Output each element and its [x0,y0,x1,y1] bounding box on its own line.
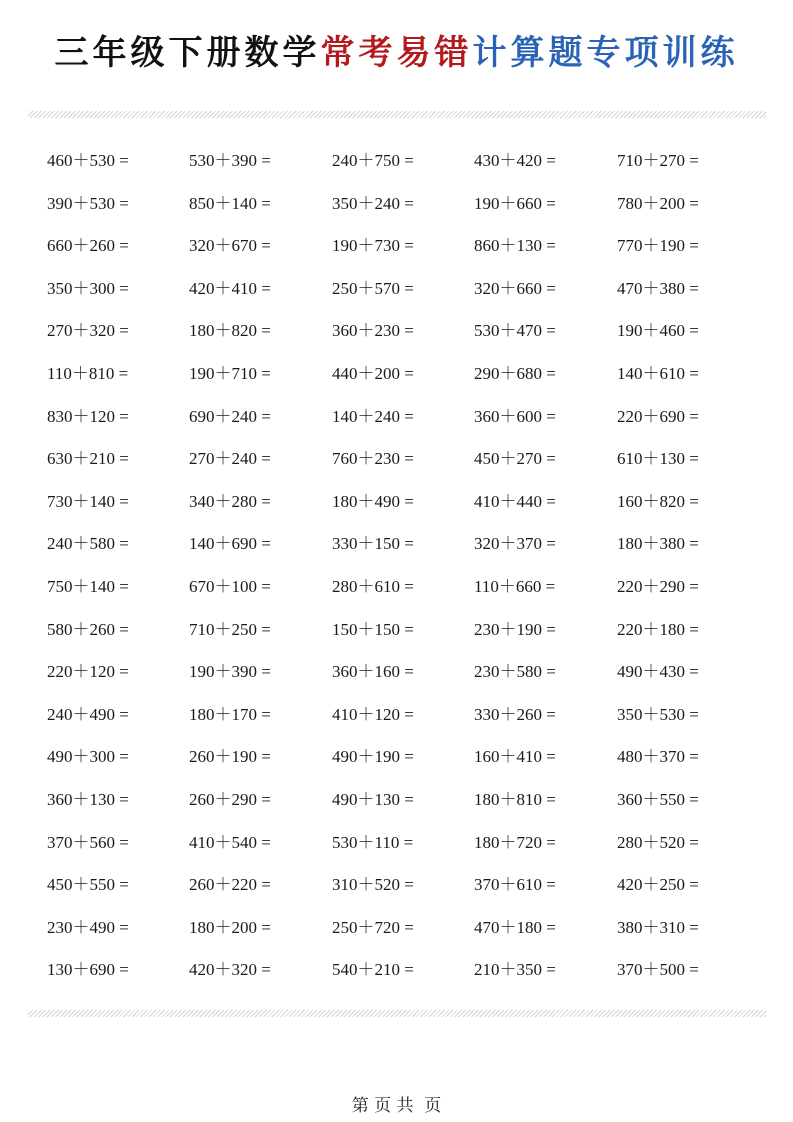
problem-item: 240＋750 = [332,151,414,170]
problem-item: 220＋120 = [47,662,129,682]
problem-item: 350＋530 = [617,704,699,724]
problem-item: 440＋200 = [332,363,414,383]
problem-item: 690＋240 = [189,406,271,426]
problem-item: 460＋530 = [47,151,129,170]
problem-item: 180＋200 = [189,917,271,937]
problem-item: 860＋130 = [474,236,556,256]
problem-item: 220＋690 = [617,406,699,426]
problem-row [0,694,793,737]
problem-item: 830＋120 = [47,406,129,426]
problem-item: 490＋130 = [332,789,414,809]
problem-item: 370＋610 = [474,875,556,895]
problem-item: 160＋820 = [617,491,699,511]
problem-item: 180＋810 = [474,789,556,809]
problem-item: 670＋100 = [189,576,271,596]
problem-row [0,566,793,609]
problem-item: 730＋140 = [47,491,129,511]
problem-row [0,481,793,524]
problem-item: 610＋130 = [617,449,699,469]
problem-item: 430＋420 = [474,151,556,170]
problem-row [0,140,793,183]
problem-item: 710＋250 = [189,619,271,639]
problem-item: 260＋220 = [189,875,271,895]
problem-row [0,183,793,226]
problem-item: 240＋580 = [47,534,129,554]
problem-item: 340＋280 = [189,491,271,511]
page-footer: 第 页 共 页 [351,1096,442,1116]
problem-row [0,651,793,694]
problem-item: 540＋210 = [332,960,414,980]
problem-item: 270＋240 = [189,449,271,469]
problem-item: 530＋470 = [474,321,556,341]
problem-item: 490＋300 = [47,747,129,767]
problem-item: 450＋270 = [474,449,556,469]
title-grade-subject: 三年级下册数学 [54,33,321,73]
problem-item: 410＋440 = [474,491,556,511]
problem-item: 250＋720 = [332,917,414,937]
bottom-divider [28,1010,766,1017]
problem-item: 190＋460 = [617,321,699,341]
problem-row [0,523,793,566]
problem-item: 420＋250 = [617,875,699,895]
problem-item: 180＋380 = [617,534,699,554]
problem-item: 230＋190 = [474,619,556,639]
problem-row [0,736,793,779]
problem-item: 190＋710 = [189,363,271,383]
problem-item: 380＋310 = [617,917,699,937]
problem-row [0,438,793,481]
problem-item: 780＋200 = [617,193,699,213]
problem-item: 350＋240 = [332,193,414,213]
problem-item: 370＋500 = [617,960,699,980]
problem-item: 150＋150 = [332,619,414,639]
problem-item: 320＋370 = [474,534,556,554]
problem-item: 270＋320 = [47,321,129,341]
problem-item: 710＋270 = [617,151,699,170]
problem-item: 660＋260 = [47,236,129,256]
problem-item: 190＋660 = [474,193,556,213]
problem-item: 420＋320 = [189,960,271,980]
problem-item: 280＋610 = [332,576,414,596]
problem-item: 630＋210 = [47,449,129,469]
problem-item: 530＋110 = [332,832,414,852]
problem-item: 490＋190 = [332,747,414,767]
problem-row [0,268,793,311]
problem-item: 370＋560 = [47,832,129,852]
problem-item: 390＋530 = [47,193,129,213]
worksheet-title [0,33,793,73]
problem-item: 310＋520 = [332,875,414,895]
problem-item: 410＋540 = [189,832,271,852]
problem-item: 130＋690 = [47,960,129,980]
problem-item: 850＋140 = [189,193,271,213]
problem-item: 140＋240 = [332,406,414,426]
problem-row [0,864,793,907]
problem-item: 360＋130 = [47,789,129,809]
problem-item: 330＋150 = [332,534,414,554]
problem-item: 140＋610 = [617,363,699,383]
problem-item: 180＋820 = [189,321,271,341]
problem-item: 420＋410 = [189,278,271,298]
problem-item: 210＋350 = [474,960,556,980]
problem-row [0,907,793,950]
problem-item: 290＋680 = [474,363,556,383]
problem-item: 360＋160 = [332,662,414,682]
problem-row [0,779,793,822]
problem-item: 180＋490 = [332,491,414,511]
problem-item: 580＋260 = [47,619,129,639]
problem-item: 240＋490 = [47,704,129,724]
problem-item: 470＋380 = [617,278,699,298]
problem-item: 760＋230 = [332,449,414,469]
problem-item: 320＋660 = [474,278,556,298]
problem-row [0,949,793,992]
problem-item: 490＋430 = [617,662,699,682]
problem-item: 480＋370 = [617,747,699,767]
problem-item: 180＋720 = [474,832,556,852]
problem-item: 230＋580 = [474,662,556,682]
problem-row [0,822,793,865]
problem-item: 260＋190 = [189,747,271,767]
problem-item: 190＋730 = [332,236,414,256]
problem-row [0,609,793,652]
problem-item: 110＋660 = [474,576,556,596]
problem-item: 280＋520 = [617,832,699,852]
problem-item: 260＋290 = [189,789,271,809]
top-divider [28,111,766,118]
problem-row [0,353,793,396]
problem-item: 360＋550 = [617,789,699,809]
problem-item: 530＋390 = [189,151,271,170]
problem-item: 180＋170 = [189,704,271,724]
problem-item: 360＋600 = [474,406,556,426]
problem-row [0,396,793,439]
problem-item: 250＋570 = [332,278,414,298]
problem-item: 320＋670 = [189,236,271,256]
problem-row [0,225,793,268]
title-topic: 计算题专项训练 [472,33,739,73]
problem-item: 750＋140 = [47,576,129,596]
problem-item: 160＋410 = [474,747,556,767]
problem-item: 410＋120 = [332,704,414,724]
problem-item: 230＋490 = [47,917,129,937]
problem-item: 330＋260 = [474,704,556,724]
problem-grid [0,140,793,992]
problem-item: 450＋550 = [47,875,129,895]
problem-row [0,310,793,353]
problem-item: 140＋690 = [189,534,271,554]
problem-item: 110＋810 = [47,363,129,383]
problem-item: 350＋300 = [47,278,129,298]
problem-item: 770＋190 = [617,236,699,256]
problem-item: 470＋180 = [474,917,556,937]
problem-item: 360＋230 = [332,321,414,341]
title-highlight: 常考易错 [320,33,473,73]
problem-item: 190＋390 = [189,662,271,682]
problem-item: 220＋290 = [617,576,699,596]
problem-item: 220＋180 = [617,619,699,639]
